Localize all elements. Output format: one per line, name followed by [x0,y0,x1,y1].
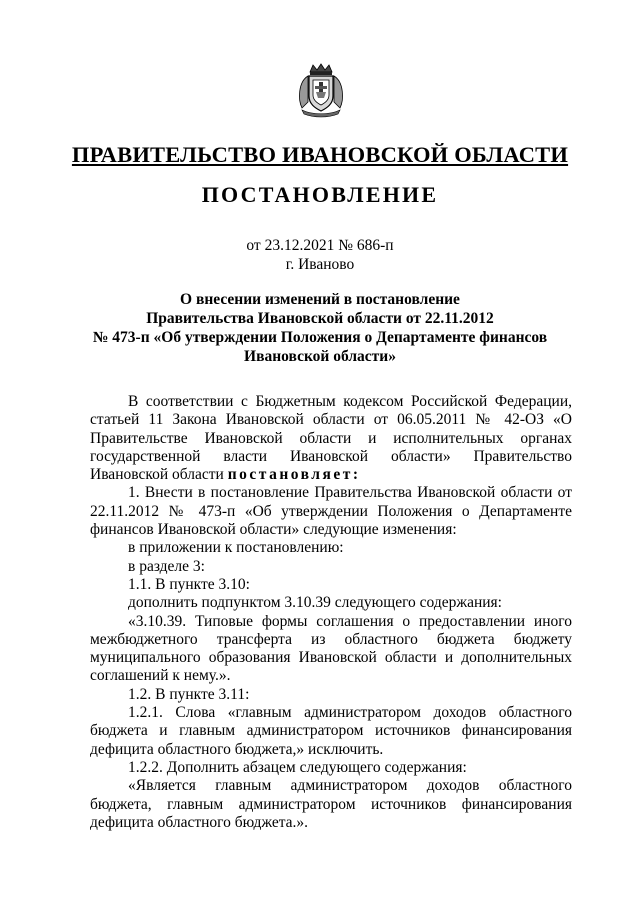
paragraph: «3.10.39. Типовые формы соглашения о предоставлении иного межбюджетного трансферта из областного бюджета бюджету муниципального образования Ивановской области и дополнительных соглашений к нему.». [90,612,572,685]
paragraph: в разделе 3: [128,557,205,575]
paragraph: 1.2.2. Дополнить абзацем следующего содержания: [128,758,467,776]
document-date-number: от 23.12.2021 № 686-п [246,237,394,254]
subject-line: Правительства Ивановской области от 22.11.2012 [146,310,494,327]
paragraph: 1.2.1. Слова «главным администратором доходов областного бюджета и главным администратором источников финансирования дефицита областного бюджета,» исключить. [90,704,572,758]
document-body [90,393,572,832]
resolve-word: постановляет [227,466,353,484]
coat-of-arms-icon [296,62,346,118]
paragraph: в приложении к постановлению: [128,539,344,557]
subject-line: Ивановской области» [244,348,396,365]
organization-title: ПРАВИТЕЛЬСТВО ИВАНОВСКОЙ ОБЛАСТИ [71,142,569,167]
paragraph: «Является главным администратором доходов областного бюджета, главным администратором источников финансирования дефицита областного бюджета.». [90,777,572,831]
document-type: ПОСТАНОВЛЕНИЕ [201,182,439,207]
paragraph: 1. Внести в постановление Правительства Ивановской области от 22.11.2012 № 473-п «Об утверждении Положения о Департаменте финансов Ивановской области» следующие изменения: [90,484,572,539]
preamble-text: В соответствии с Бюджетным кодексом Российской Федерации, статьей 11 Закона Ивановской области от 06.05.2011 № 42-ОЗ «О Правительстве Ивановской области и исполнительных органах государственной власти Ивановской области» Правительство Ивановской области [90,393,572,484]
preamble-paragraph [90,393,572,484]
document-place: г. Иваново [285,256,355,273]
paragraph: 1.1. В пункте 3.10: [128,575,250,593]
resolve-colon: : [352,466,359,484]
paragraph: 1.2. В пункте 3.11: [128,685,250,703]
document-subject [80,290,560,366]
paragraph: дополнить подпунктом 3.10.39 следующего содержания: [128,594,502,612]
subject-line: № 473-п «Об утверждении Положения о Департаменте финансов [92,329,548,346]
subject-line: О внесении изменений в постановление [180,291,460,308]
